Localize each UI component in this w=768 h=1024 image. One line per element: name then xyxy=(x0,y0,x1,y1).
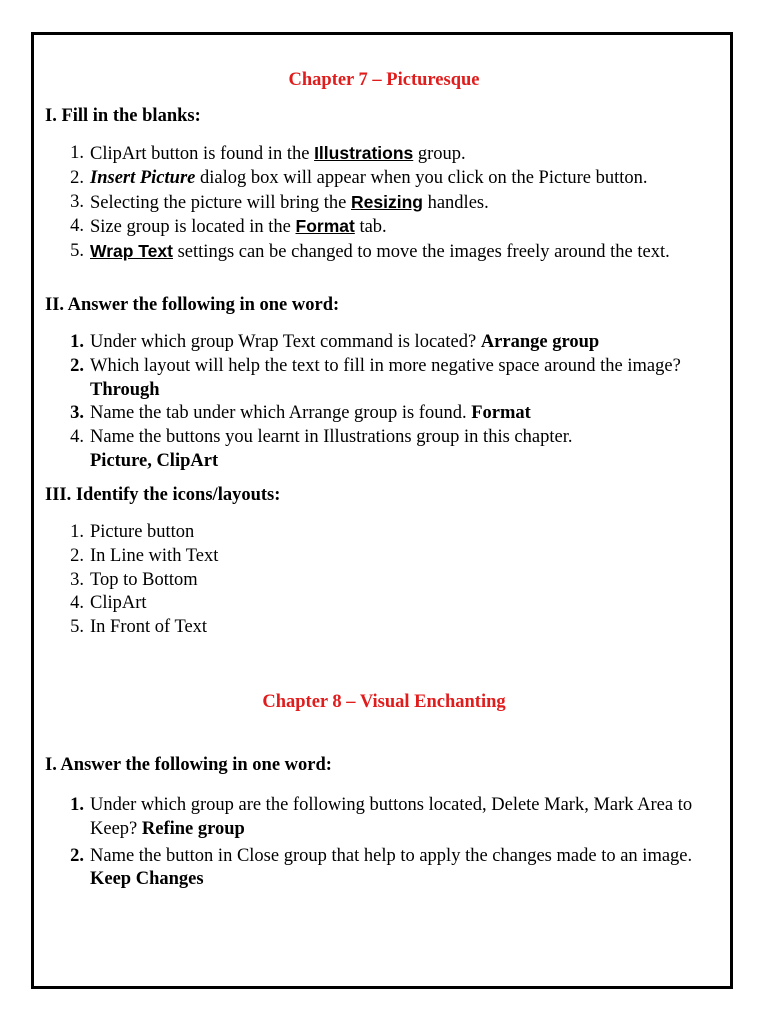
list-item: 3. Name the tab under which Arrange group is found. Format xyxy=(70,403,531,424)
list-item: 4. ClipArt xyxy=(70,593,147,614)
ch8-one-word-list xyxy=(45,794,705,892)
list-item: 4. Name the buttons you learnt in Illustrations group in this chapter. Picture, ClipArt xyxy=(70,427,573,471)
ch8-section-1-heading: I. Answer the following in one word: xyxy=(45,755,332,775)
ch7-section-3-heading: III. Identify the icons/layouts: xyxy=(45,485,281,505)
list-item: 2. In Line with Text xyxy=(70,545,219,566)
list-item: 1. Under which group are the following buttons located, Delete Mark, Mark Area to Keep? Refine group xyxy=(70,795,693,839)
answer-text: Refine group xyxy=(141,818,245,839)
list-item: 2. Which layout will help the text to fill in more negative space around the image? Through xyxy=(70,355,681,400)
answer-resizing: Resizing xyxy=(351,191,423,212)
list-item: 1. ClipArt button is found in the Illustrations group. xyxy=(70,143,466,164)
ch7-fill-blanks-list xyxy=(45,142,705,265)
list-item: 1. Picture button xyxy=(70,522,195,542)
answer-illustrations: Illustrations xyxy=(314,143,414,163)
answer-insert-picture: Insert Picture xyxy=(90,167,196,188)
list-item: 1. Under which group Wrap Text command is located? Arrange group xyxy=(70,332,600,352)
list-item: 5. In Front of Text xyxy=(70,617,208,638)
chapter-8-title: Chapter 8 – Visual Enchanting xyxy=(262,692,506,712)
ch7-one-word-list xyxy=(45,331,705,474)
chapter-7-title: Chapter 7 – Picturesque xyxy=(288,70,480,90)
list-item: 2. Insert Picture dialog box will appear when you click on the Picture button. xyxy=(70,167,648,188)
list-item: 5. Wrap Text settings can be changed to move the images freely around the text. xyxy=(70,241,670,263)
answer-text: Arrange group xyxy=(480,332,600,352)
answer-wrap-text: Wrap Text xyxy=(90,241,173,262)
answer-text: Picture, ClipArt xyxy=(90,450,219,471)
ch7-section-2-heading: II. Answer the following in one word: xyxy=(45,295,340,315)
ch7-identify-list xyxy=(45,521,705,640)
list-item: 2. Name the button in Close group that help to apply the changes made to an image. Keep Changes xyxy=(70,845,693,890)
list-item: 4. Size group is located in the Format tab. xyxy=(70,216,387,238)
list-item: 3. Top to Bottom xyxy=(70,569,198,590)
answer-text: Through xyxy=(90,379,160,400)
answer-text: Format xyxy=(471,403,531,424)
answer-format: Format xyxy=(295,216,355,237)
ch7-section-1-heading: I. Fill in the blanks: xyxy=(45,106,201,126)
list-item: 3. Selecting the picture will bring the Resizing handles. xyxy=(70,191,489,213)
answer-text: Keep Changes xyxy=(90,869,204,890)
